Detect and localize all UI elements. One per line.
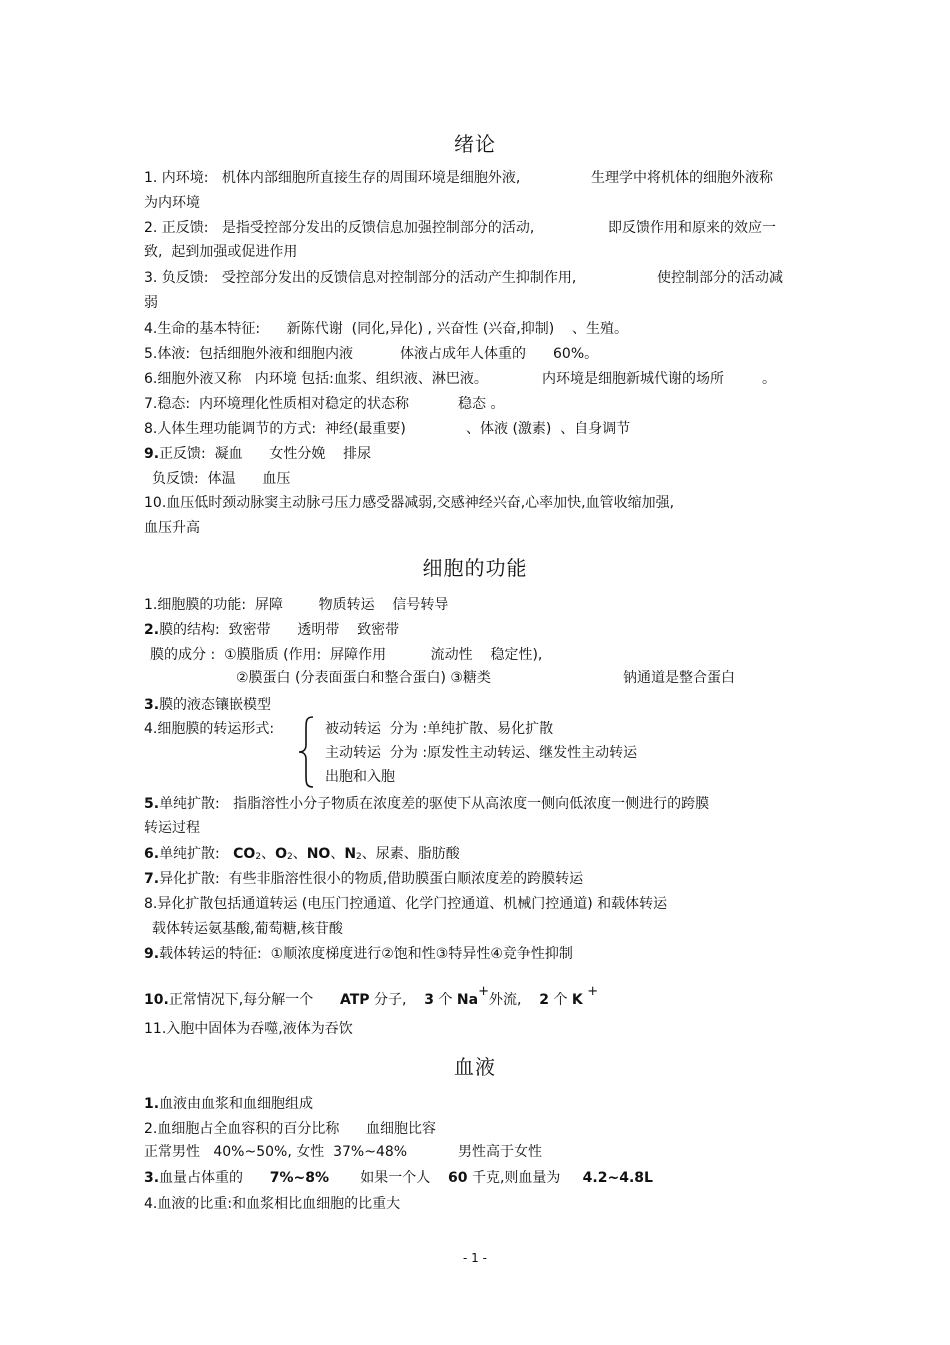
intro-line-1b: 生理学中将机体的细胞外液称 [591, 170, 773, 186]
cell-line-8: 8.异化扩散包括通道转运 (电压门控通道、化学门控通道、机械门控通道) 和载体转运 [144, 896, 668, 912]
intro-line-1a: 1. 内环境: 机体内部细胞所直接生存的周围环境是细胞外液, [144, 170, 521, 186]
molecule-n2: N [344, 846, 357, 862]
intro-line-3a: 3. 负反馈: 受控部分发出的反馈信息对控制部分的活动产生抑制作用, [144, 270, 577, 286]
cell-line-5b: 转运过程 [144, 820, 200, 836]
cell-line-4b: 主动转运 分为 :原发性主动转运、继发性主动转运 [325, 745, 638, 761]
intro-line-8a: 8.人体生理功能调节的方式: 神经(最重要) [144, 421, 406, 437]
cell-line-4: 4.细胞膜的转运形式: [144, 721, 275, 737]
blood-line-3-unit: 千克,则血量为 [471, 1170, 561, 1186]
section-title-intro: 绪论 [454, 132, 496, 156]
sodium-ion: Na [456, 992, 479, 1008]
intro-line-3c: 弱 [144, 295, 158, 311]
cell-line-10-mid: 分子, [373, 992, 407, 1008]
cell-line-3 [144, 696, 271, 714]
intro-line-3b: 使控制部分的活动减 [657, 270, 783, 286]
potassium-ion: K [571, 992, 583, 1008]
intro-line-7b: 稳态 。 [458, 396, 505, 412]
intro-line-7a: 7.稳态: 内环境理化性质相对稳定的状态称 [144, 396, 409, 412]
cell-line-7-text: 异化扩散: 有些非脂溶性很小的物质,借助膜蛋白顺浓度差的跨膜转运 [159, 871, 584, 887]
cell-line-3-text: 膜的液态镶嵌模型 [159, 697, 272, 713]
subscript-2: 2 [356, 852, 362, 862]
section-title-blood: 血液 [454, 1055, 496, 1079]
superscript-plus: + [478, 984, 489, 999]
section-title-cell: 细胞的功能 [422, 556, 528, 580]
cell-line-5 [144, 795, 709, 813]
blood-volume-litres: 4.2~4.8L [582, 1170, 653, 1186]
blood-line-3 [144, 1169, 653, 1187]
item-number: 9. [144, 946, 160, 962]
cell-line-6-rest: 、尿素、脂肪酸 [361, 846, 460, 862]
potassium-count: 2 [539, 992, 549, 1008]
cell-line-6-text: 单纯扩散: [159, 846, 220, 862]
page-number: - 1 - [463, 1251, 487, 1265]
subscript-2: 2 [286, 852, 293, 862]
cell-line-11: 11.入胞中固体为吞噬,液体为吞饮 [144, 1021, 353, 1037]
intro-line-5c: 60%。 [553, 346, 599, 362]
cell-line-10-out: 外流, [488, 992, 522, 1008]
intro-line-9 [144, 445, 371, 463]
blood-line-2: 2.血细胞占全血容积的百分比称 血细胞比容 [144, 1121, 437, 1137]
item-number: 2. [144, 622, 160, 638]
intro-line-6b: 内环境是细胞新城代谢的场所 [542, 371, 724, 387]
blood-line-1-text: 血液由血浆和血细胞组成 [159, 1096, 314, 1112]
intro-line-1c: 为内环境 [144, 195, 200, 211]
cell-line-4c: 出胞和入胞 [325, 769, 395, 785]
intro-line-2a: 2. 正反馈: 是指受控部分发出的反馈信息加强控制部分的活动, [144, 220, 535, 236]
cell-line-8b: 载体转运氨基酸,葡萄糖,核苷酸 [152, 921, 343, 937]
item-number: 1. [144, 1096, 160, 1112]
molecule-no: NO [306, 846, 331, 862]
subscript-2: 2 [255, 852, 262, 862]
unit-ge: 个 [438, 992, 453, 1008]
cell-line-1: 1.细胞膜的功能: 屏障 物质转运 信号转导 [144, 597, 449, 613]
intro-line-6c: 。 [762, 371, 776, 387]
blood-line-2c: 男性高于女性 [458, 1144, 542, 1160]
item-number: 3. [144, 1170, 160, 1186]
superscript-plus: + [587, 984, 599, 999]
cell-line-5-text: 单纯扩散: 指脂溶性小分子物质在浓度差的驱使下从高浓度一侧向低浓度一侧进行的跨膜 [159, 796, 710, 812]
blood-volume-percent: 7%~8% [269, 1170, 330, 1186]
intro-line-6a: 6.细胞外液又称 内环境 包括:血浆、组织液、淋巴液。 [144, 371, 488, 387]
intro-line-2b: 即反馈作用和原来的效应一 [608, 220, 776, 236]
cell-line-2 [144, 621, 399, 639]
cell-line-7 [144, 870, 583, 888]
blood-line-3-mid: 如果一个人 [360, 1170, 431, 1186]
cell-line-9 [144, 945, 573, 963]
cell-line-2-text: 膜的结构: 致密带 透明带 致密带 [159, 622, 400, 638]
intro-line-2c: 致, 起到加强或促进作用 [144, 244, 298, 260]
item-number: 3. [144, 697, 160, 713]
item-number: 7. [144, 871, 160, 887]
cell-line-10-text: 正常情况下,每分解一个 [168, 992, 314, 1008]
unit-ge: 个 [553, 992, 568, 1008]
item-number: 9. [144, 446, 160, 462]
blood-line-2b: 正常男性 40%~50%, 女性 37%~48% [144, 1144, 408, 1160]
intro-line-10a: 10.血压低时颈动脉窦主动脉弓压力感受器减弱,交感神经兴奋,心率加快,血管收缩加强, [144, 495, 675, 511]
intro-line-5a: 5.体液: 包括细胞外液和细胞内液 [144, 346, 353, 362]
intro-line-8b: 、体液 (激素) 、自身调节 [466, 421, 631, 437]
item-number: 5. [144, 796, 160, 812]
blood-line-1 [144, 1095, 313, 1113]
cell-line-2c: ②膜蛋白 (分表面蛋白和整合蛋白) ③糖类 [236, 670, 491, 686]
intro-line-10b: 血压升高 [144, 520, 200, 536]
intro-line-9b: 负反馈: 体温 血压 [152, 471, 291, 487]
atp-label: ATP [339, 992, 370, 1008]
blood-line-4: 4.血液的比重:和血浆相比血细胞的比重大 [144, 1196, 401, 1212]
body-weight: 60 [448, 1170, 468, 1186]
intro-line-5b: 体液占成年人体重的 [400, 346, 526, 362]
cell-line-10 [144, 983, 598, 1009]
sodium-count: 3 [424, 992, 434, 1008]
blood-line-3-text: 血量占体重的 [159, 1170, 244, 1186]
curly-brace [296, 715, 318, 789]
molecule-co2: CO [233, 846, 256, 862]
cell-line-2b: 膜的成分 : ①膜脂质 (作用: 屏障作用 流动性 稳定性), [150, 647, 543, 663]
cell-line-2d: 钠通道是整合蛋白 [623, 670, 735, 686]
item-number: 6. [144, 846, 160, 862]
intro-line-9-text: 正反馈: 凝血 女性分娩 排尿 [159, 446, 372, 462]
item-number: 10. [144, 992, 169, 1008]
cell-line-6: 6.单纯扩散: CO2、O2、NO、N2、尿素、脂肪酸 [144, 846, 460, 862]
intro-line-4: 4.生命的基本特征: 新陈代谢 (同化,异化) , 兴奋性 (兴奋,抑制) 、生殖。 [144, 321, 629, 337]
cell-line-4a: 被动转运 分为 :单纯扩散、易化扩散 [325, 721, 554, 737]
cell-line-9-text: 载体转运的特征: ①顺浓度梯度进行②饱和性③特异性④竞争性抑制 [159, 946, 573, 962]
molecule-o2: O [275, 846, 287, 862]
